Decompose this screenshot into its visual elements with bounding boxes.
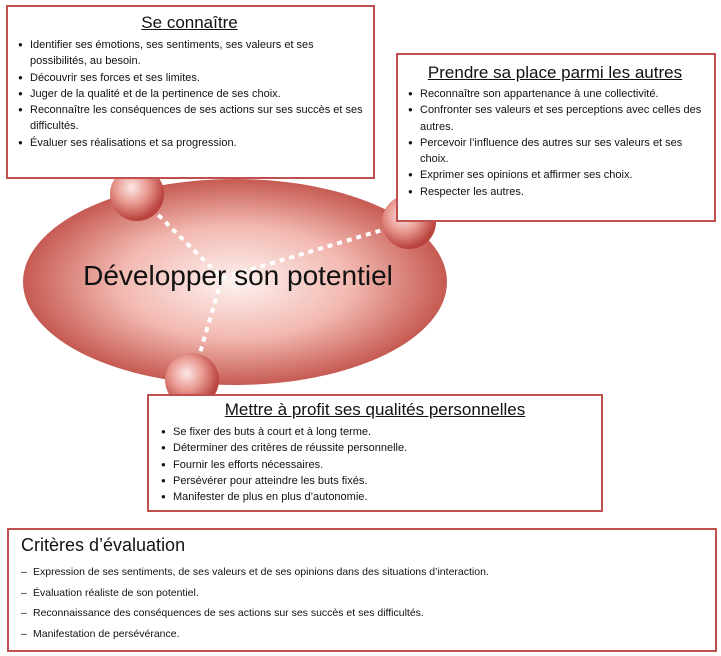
se-connaitre-title: Se connaître [141,13,238,32]
criteres-box [7,528,717,652]
prendre-place-title: Prendre sa place parmi les autres [427,63,683,82]
list-item: ● Percevoir l’influence des autres sur ses valeurs et ses choix. [406,135,704,168]
list-item: ● Découvrir ses forces et ses limites. [16,70,363,86]
list-item: ● Respecter les autres. [406,184,704,200]
list-item: ● Fournir les efforts nécessaires. [159,457,591,473]
prendre-place-list [406,86,704,200]
se-connaitre-box [6,5,375,179]
mettre-profit-title: Mettre à profit ses qualités personnelles [224,400,526,419]
list-item: ● Manifester de plus en plus d’autonomie. [159,489,591,505]
list-item: ● Confronter ses valeurs et ses perceptions avec celles des autres. [406,102,704,135]
list-item: ● Se fixer des buts à court et à long terme. [159,424,591,440]
mettre-profit-box [147,394,603,512]
prendre-place-box [396,53,716,222]
list-item: ● Reconnaître les conséquences de ses actions sur ses succès et ses difficultés. [16,102,363,135]
list-item: ● Juger de la qualité et de la pertinence de ses choix. [16,86,363,102]
list-item: ● Exprimer ses opinions et affirmer ses choix. [406,167,704,183]
list-item: – Reconnaissance des conséquences de ses actions sur ses succès et ses difficultés. [21,603,705,624]
list-item: ● Évaluer ses réalisations et sa progression. [16,135,363,151]
center-title: Développer son potentiel [83,260,393,291]
list-item: ● Déterminer des critères de réussite personnelle. [159,440,591,456]
mettre-profit-list [159,424,591,505]
list-item: ● Identifier ses émotions, ses sentiments, ses valeurs et ses possibilités, au besoin. [16,37,363,70]
criteres-list [21,562,705,644]
list-item: – Expression de ses sentiments, de ses valeurs et de ses opinions dans des situations d’interaction. [21,562,705,583]
criteres-title: Critères d’évaluation [21,535,186,555]
se-connaitre-list [16,37,363,151]
list-item: – Manifestation de persévérance. [21,624,705,645]
list-item: ● Reconnaître son appartenance à une collectivité. [406,86,704,102]
list-item: ● Persévérer pour atteindre les buts fixés. [159,473,591,489]
list-item: – Évaluation réaliste de son potentiel. [21,583,705,604]
